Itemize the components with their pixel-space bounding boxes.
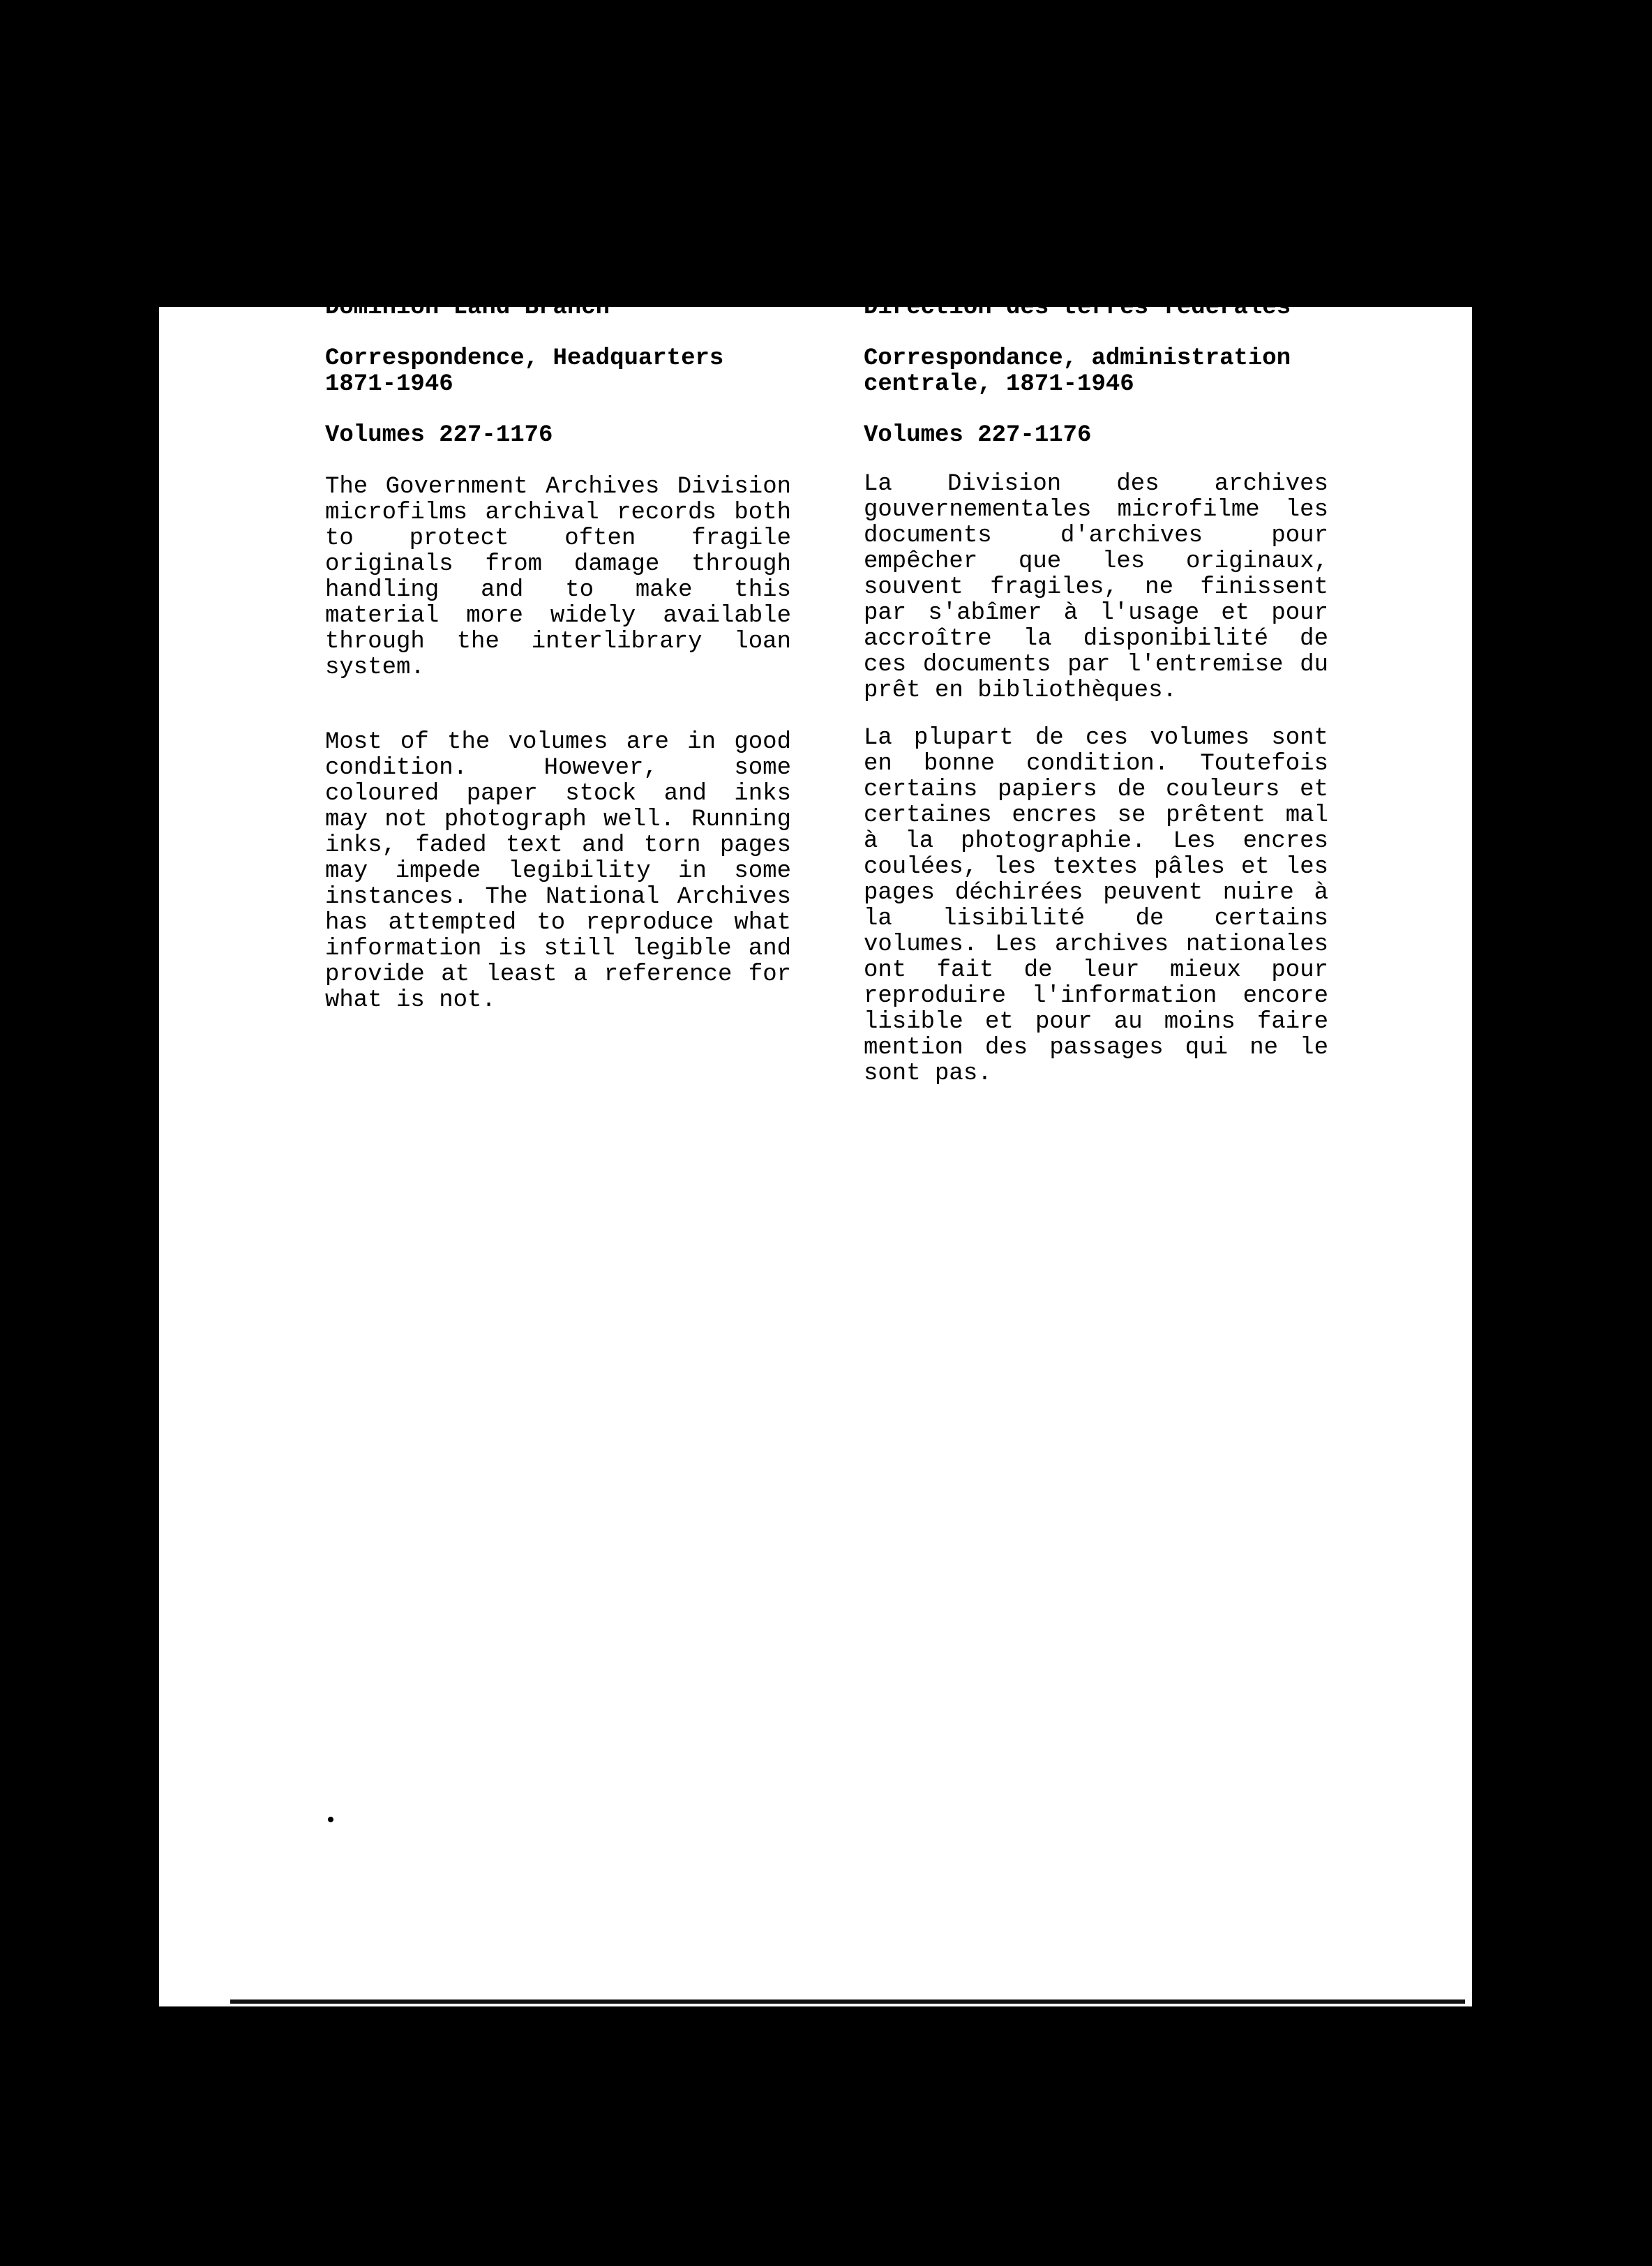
branch-name-fr: Direction des terres fédérales bbox=[864, 294, 1291, 321]
department-name: Department of the Interior bbox=[325, 269, 696, 295]
volumes-range: Volumes 227-1176 bbox=[325, 422, 553, 449]
page-bottom-edge bbox=[230, 1999, 1465, 2004]
date-range: 1871-1946 bbox=[325, 371, 453, 398]
correspondence-title: Correspondence, Headquarters bbox=[325, 345, 724, 372]
stray-mark bbox=[328, 1817, 333, 1822]
department-block bbox=[325, 269, 696, 321]
date-range-fr: centrale, 1871-1946 bbox=[864, 371, 1134, 398]
notice-heading: NOTICE bbox=[325, 163, 411, 189]
avis-heading: AVIS bbox=[864, 163, 921, 189]
correspondence-block bbox=[325, 346, 723, 398]
paragraph-microfilm-purpose-fr: La Division des archives gouvernementales microfilme les documents d'archives pour empêcher que les originaux, souvent fragiles, ne finissent par s'abîmer à l'usage et pour accroître la disponibilité de ces documents par l'entremise du prêt en bibliothèques. bbox=[864, 471, 1328, 704]
paragraph-condition: Most of the volumes are in good condition. However, some coloured paper stock and inks may not photograph well. Running inks, faded text and torn pages may impede legibility in some instances. The National Archives has attempted to reproduce what information is still legible and provide at least a reference for what is not. bbox=[325, 729, 791, 1014]
correspondence-block-fr bbox=[864, 346, 1291, 398]
paragraph-microfilm-purpose: The Government Archives Division microfilms archival records both to protect often fragile originals from damage through handling and to make this material more widely available through the interlibrary loan system. bbox=[325, 474, 791, 681]
branch-name: Dominion Land Branch bbox=[325, 294, 610, 321]
record-group-reference-fr: RG 15, Séries D-II-1 bbox=[864, 217, 1149, 243]
paragraph-condition-fr: La plupart de ces volumes sont en bonne condition. Toutefois certains papiers de couleurs et certaines encres se prêtent mal à la photographie. Les encres coulées, les textes pâles et les pages déchirées peuvent nuire à la lisibilité de certains volumes. Les archives nationales ont fait de leur mieux pour reproduire l'information encore lisible et pour au moins faire mention des passages qui ne le sont pas. bbox=[864, 725, 1328, 1087]
department-name-fr: Ministère de l'Intérieur bbox=[864, 269, 1206, 295]
department-block-fr bbox=[864, 269, 1291, 321]
volumes-range-fr: Volumes 227-1176 bbox=[864, 422, 1092, 449]
record-group-reference: RG 15, Series D-II-1 bbox=[325, 217, 610, 243]
correspondence-title-fr: Correspondance, administration bbox=[864, 345, 1291, 372]
